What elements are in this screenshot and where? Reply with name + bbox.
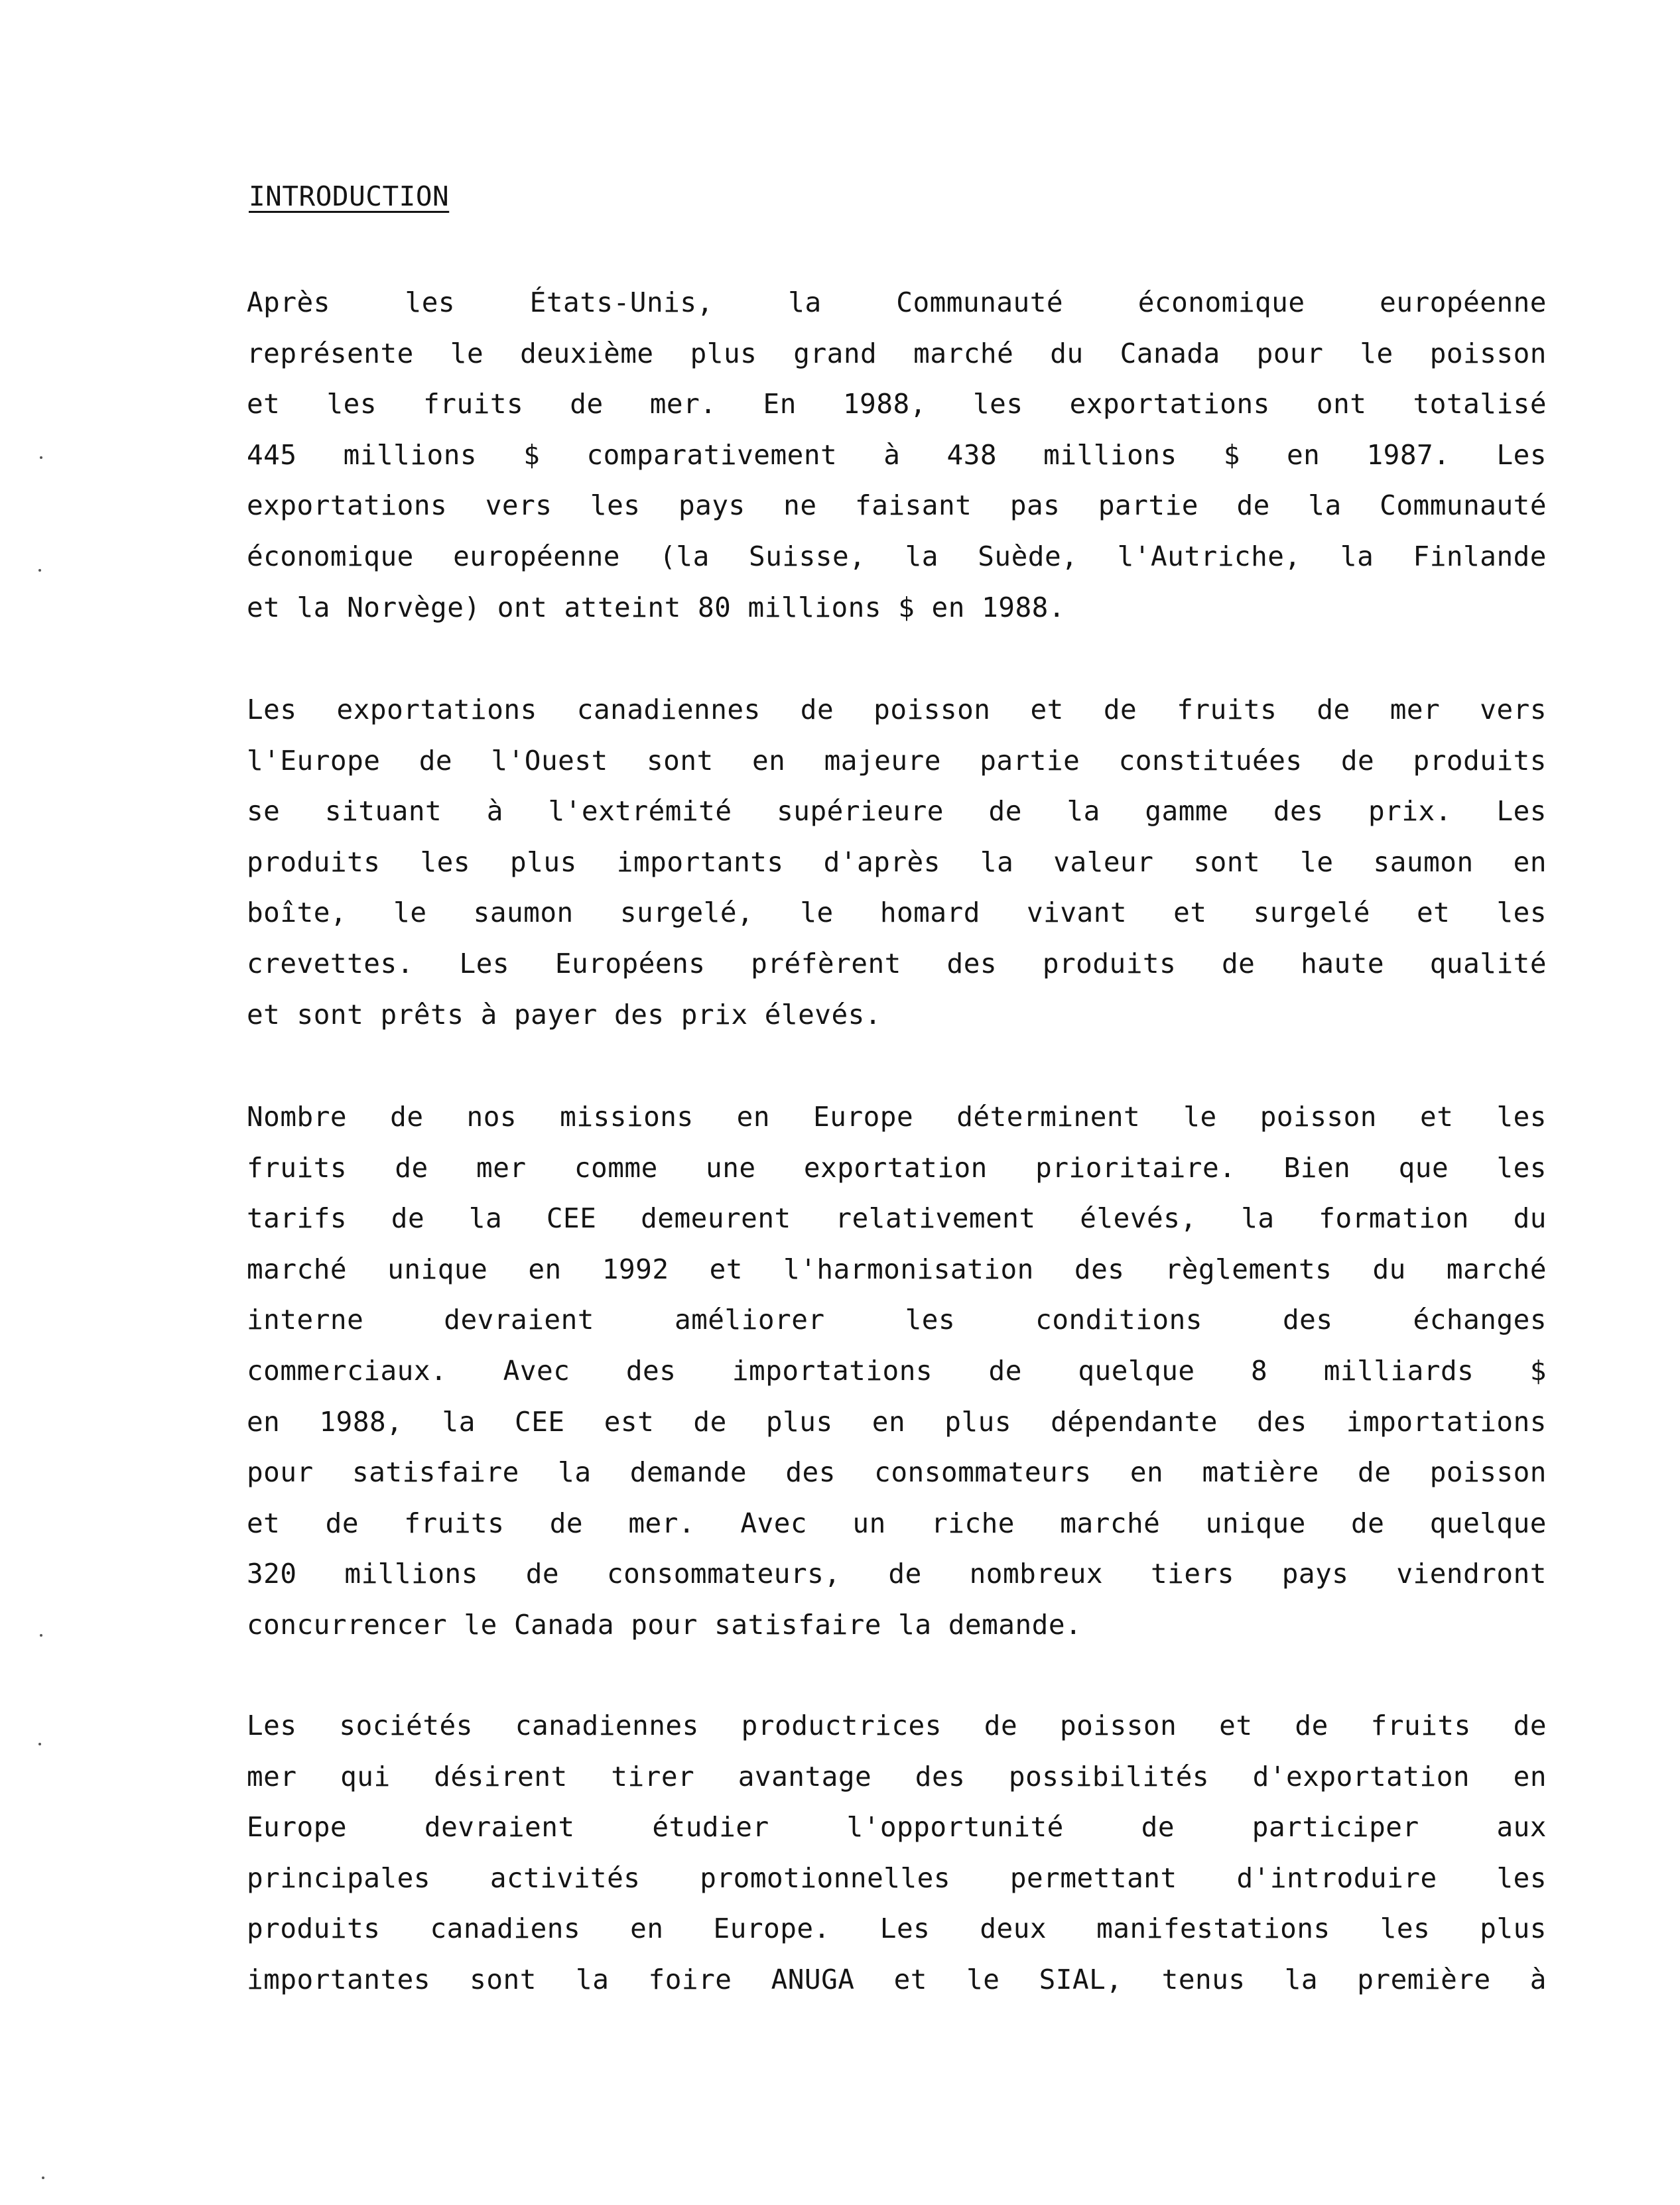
text-line: Les sociétés canadiennes productrices de poisson et de fruits de: [247, 1710, 1547, 1741]
section-heading: INTRODUCTION: [249, 180, 450, 212]
text-line: produits canadiens en Europe. Les deux manifestations les plus: [247, 1913, 1547, 1945]
text-line: exportations vers les pays ne faisant pas partie de la Communauté: [247, 489, 1547, 522]
text-line: Europe devraient étudier l'opportunité de participer aux: [247, 1811, 1547, 1844]
paragraph-eu-overview: [247, 277, 1547, 633]
paragraph-export-products: [247, 684, 1547, 1040]
text-line: mer qui désirent tirer avantage des possibilités d'exportation en: [247, 1760, 1547, 1793]
paragraph-promotional-activities: [247, 1700, 1547, 2005]
text-line: importantes sont la foire ANUGA et le SIAL, tenus la première à: [247, 1963, 1547, 1995]
text-line: et la Norvège) ont atteint 80 millions $ en 1988.: [247, 591, 1066, 623]
text-line: tarifs de la CEE demeurent relativement élevés, la formation du: [247, 1202, 1547, 1235]
text-line: pour satisfaire la demande des consommateurs en matière de poisson: [247, 1456, 1547, 1489]
text-line: économique européenne (la Suisse, la Suède, l'Autriche, la Finlande: [247, 540, 1547, 572]
text-line: représente le deuxième plus grand marché du Canada pour le poisson: [247, 337, 1547, 369]
text-line: marché unique en 1992 et l'harmonisation des règlements du marché: [247, 1253, 1547, 1285]
scan-speck: [38, 569, 41, 572]
text-line: concurrencer le Canada pour satisfaire la demande.: [247, 1608, 1082, 1641]
text-line: crevettes. Les Européens préfèrent des produits de haute qualité: [247, 947, 1547, 979]
text-line: en 1988, la CEE est de plus en plus dépendante des importations: [247, 1405, 1547, 1438]
text-line: et les fruits de mer. En 1988, les exportations ont totalisé: [247, 388, 1547, 420]
text-line: commerciaux. Avec des importations de quelque 8 milliards $: [247, 1354, 1547, 1387]
text-line: boîte, le saumon surgelé, le homard vivant et surgelé et les: [247, 897, 1547, 929]
text-line: Après les États-Unis, la Communauté économique européenne: [247, 286, 1547, 318]
text-line: produits les plus importants d'après la valeur sont le saumon en: [247, 846, 1547, 878]
scan-speck: [40, 456, 42, 459]
text-line: Nombre de nos missions en Europe déterminent le poisson et les: [247, 1101, 1547, 1133]
text-line: l'Europe de l'Ouest sont en majeure partie constituées de produits: [247, 744, 1547, 777]
text-line: fruits de mer comme une exportation prioritaire. Bien que les: [247, 1151, 1547, 1184]
text-line: se situant à l'extrémité supérieure de la gamme des prix. Les: [247, 795, 1547, 828]
text-line: Les exportations canadiennes de poisson et de fruits de mer vers: [247, 694, 1547, 725]
text-line: et sont prêts à payer des prix élevés.: [247, 998, 881, 1031]
text-line: et de fruits de mer. Avec un riche marché unique de quelque: [247, 1507, 1547, 1539]
text-line: interne devraient améliorer les conditions des échanges: [247, 1304, 1547, 1336]
text-line: 320 millions de consommateurs, de nombreux tiers pays viendront: [247, 1558, 1547, 1590]
scan-speck: [42, 2176, 44, 2179]
text-line: 445 millions $ comparativement à 438 millions $ en 1987. Les: [247, 438, 1547, 471]
text-line: principales activités promotionnelles permettant d'introduire les: [247, 1861, 1547, 1894]
scan-speck: [40, 1634, 42, 1637]
scan-speck: [38, 1743, 41, 1745]
paragraph-missions-priority: [247, 1092, 1547, 1651]
